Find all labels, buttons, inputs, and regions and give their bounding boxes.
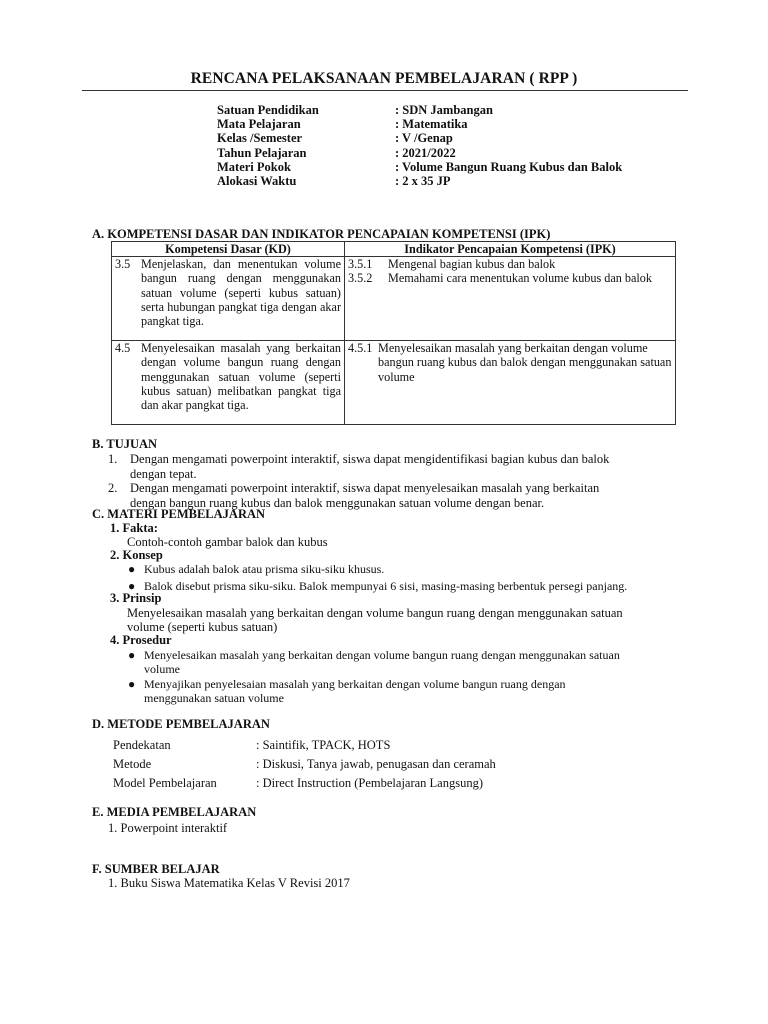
info-row [217, 103, 622, 117]
column-header-kd: Kompetensi Dasar (KD) [112, 242, 345, 257]
bullet-icon: ● [128, 579, 136, 593]
ipk-text: Memahami cara menentukan volume kubus dan balok [388, 271, 652, 286]
column-header-ipk: Indikator Pencapaian Kompetensi (IPK) [345, 242, 676, 257]
info-row [217, 131, 622, 145]
metode-row: Model Pembelajaran : Direct Instruction (Pembelajaran Langsung) [113, 776, 484, 790]
list-item-continuation: dengan tepat. [130, 466, 197, 481]
section-a-heading: A. KOMPETENSI DASAR DAN INDIKATOR PENCAPAIAN KOMPETENSI (IPK) [92, 227, 551, 241]
kd-text: Menyelesaikan masalah yang berkaitan dengan volume bangun ruang dengan menggunakan satuan volume (seperti kubus satuan) melibatkan pangkat tiga dan akar pangkat tiga. [141, 341, 341, 413]
kd-text: Menjelaskan, dan menentukan volume bangun ruang dengan menggunakan satuan volume (seperti kubus satuan) serta hubungan pangkat tiga dengan akar pangkat tiga. [141, 257, 341, 329]
ipk-number: 3.5.1 [348, 257, 373, 272]
info-value: : Volume Bangun Ruang Kubus dan Balok [395, 159, 623, 174]
info-value: : Matematika [395, 117, 468, 132]
kd-cell [112, 257, 345, 341]
prinsip-label: 3. Prinsip [110, 591, 162, 605]
info-value: : 2 x 35 JP [395, 173, 451, 188]
list-item: ● Balok disebut prisma siku-siku. Balok mempunyai 6 sisi, masing-masing berbentuk persegi panjang. [128, 579, 628, 593]
fakta-text: Contoh-contoh gambar balok dan kubus [127, 535, 328, 549]
info-label: Tahun Pelajaran [217, 145, 307, 160]
info-label: Alokasi Waktu [217, 173, 297, 188]
info-value: : V /Genap [395, 131, 453, 146]
document-title: RENCANA PELAKSANAAN PEMBELAJARAN ( RPP ) [190, 70, 578, 87]
prinsip-text-line: volume (seperti kubus satuan) [127, 620, 278, 634]
kd-cell [112, 341, 345, 425]
ipk-number: 3.5.2 [348, 271, 373, 286]
list-item: 1. Powerpoint interaktif [108, 821, 228, 835]
table-row [112, 257, 676, 341]
info-label: Satuan Pendidikan [217, 103, 319, 117]
info-row [217, 146, 622, 160]
title-underline [82, 90, 688, 91]
kd-ipk-table [111, 241, 676, 425]
list-item-continuation: menggunakan satuan volume [144, 691, 284, 705]
section-e-heading: E. MEDIA PEMBELAJARAN [92, 805, 257, 819]
kd-number: 4.5 [115, 341, 131, 356]
list-item-continuation: dengan bangun ruang kubus dan balok menggunakan satuan volume dengan benar. [130, 495, 545, 510]
list-item: 2. Dengan mengamati powerpoint interaktif, siswa dapat menyelesaikan masalah yang berkaitan [108, 481, 600, 495]
ipk-cell [345, 257, 676, 341]
ipk-text: Menyelesaikan masalah yang berkaitan dengan volume bangun ruang kubus dan balok dengan menggunakan satuan volume [378, 341, 672, 384]
metode-list [113, 736, 496, 793]
list-item: ● Menyajikan penyelesaian masalah yang berkaitan dengan volume bangun ruang dengan [128, 677, 566, 691]
section-c-heading: C. MATERI PEMBELAJARAN [92, 507, 266, 521]
ipk-cell [345, 341, 676, 425]
info-label: Kelas /Semester [217, 131, 303, 146]
metode-row: Metode : Diskusi, Tanya jawab, penugasan dan ceramah [113, 757, 496, 771]
kd-number: 3.5 [115, 257, 131, 272]
info-value: : SDN Jambangan [395, 103, 493, 117]
ipk-text: Mengenal bagian kubus dan balok [388, 257, 556, 272]
tujuan-list [108, 452, 609, 510]
list-item-continuation: volume [144, 662, 180, 676]
list-item: 1. Buku Siswa Matematika Kelas V Revisi 2017 [108, 876, 350, 890]
table-row [112, 341, 676, 425]
section-f-heading: F. SUMBER BELAJAR [92, 862, 220, 876]
bullet-icon: ● [128, 648, 136, 662]
list-item: 1. Dengan mengamati powerpoint interaktif, siswa dapat mengidentifikasi bagian kubus dan balok [108, 452, 610, 466]
prosedur-label: 4. Prosedur [110, 633, 172, 647]
prinsip-text-line: Menyelesaikan masalah yang berkaitan dengan volume bangun ruang dengan menggunakan satuan [127, 606, 623, 620]
table-header-row [112, 242, 676, 257]
bullet-icon: ● [128, 677, 136, 691]
info-row [217, 160, 622, 174]
info-row [217, 117, 622, 131]
section-b-heading: B. TUJUAN [92, 437, 158, 451]
section-d-heading: D. METODE PEMBELAJARAN [92, 717, 270, 731]
bullet-icon: ● [128, 562, 136, 576]
list-item: ● Kubus adalah balok atau prisma siku-siku khusus. [128, 562, 385, 576]
konsep-label: 2. Konsep [110, 548, 163, 562]
fakta-label: 1. Fakta: [110, 521, 158, 535]
list-item: ● Menyelesaikan masalah yang berkaitan dengan volume bangun ruang dengan menggunakan satuan [128, 648, 620, 662]
metode-row: Pendekatan : Saintifik, TPACK, HOTS [113, 738, 391, 752]
info-row [217, 174, 622, 188]
info-label: Mata Pelajaran [217, 117, 301, 132]
ipk-number: 4.5.1 [348, 341, 373, 356]
info-value: : 2021/2022 [395, 145, 456, 160]
identity-block [217, 103, 622, 188]
info-label: Materi Pokok [217, 159, 291, 174]
